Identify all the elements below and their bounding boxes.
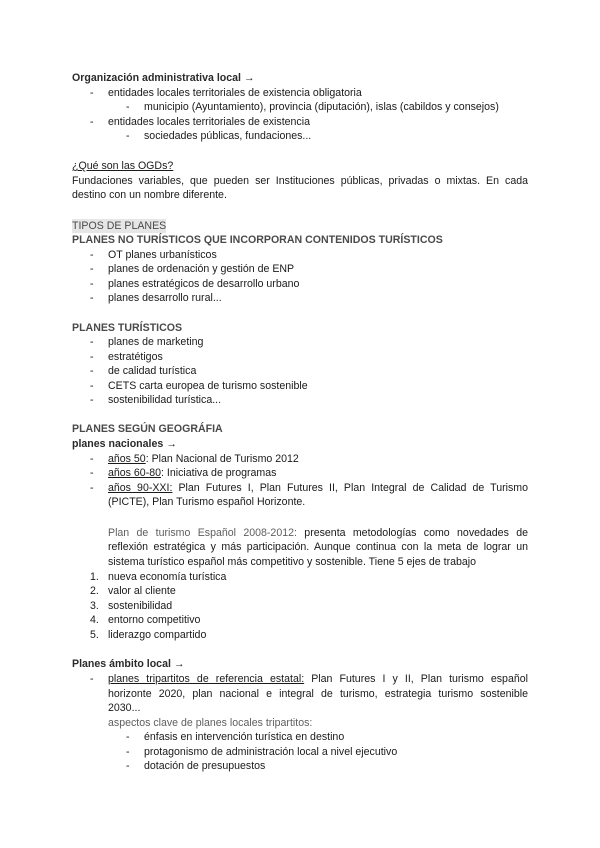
bullet: - bbox=[90, 482, 94, 494]
tripartitos-line-2: horizonte 2020, plan nacional e integral de turismo, estrategia turismo sostenible bbox=[108, 688, 528, 700]
period-text: Plan Futures I, Plan Futures II, Plan Integral de Calidad de Turismo bbox=[178, 482, 529, 494]
bullet: - bbox=[90, 380, 94, 392]
list-item bbox=[108, 481, 528, 495]
list-item bbox=[108, 452, 299, 466]
tripartitos-line-3: 2030... bbox=[108, 702, 141, 714]
list-item: énfasis en intervención turística en destino bbox=[144, 731, 345, 743]
list-item: sostenibilidad bbox=[108, 600, 173, 612]
bullet: - bbox=[90, 292, 94, 304]
bullet: - bbox=[126, 746, 130, 758]
bullet: - bbox=[90, 453, 94, 465]
list-item: planes desarrollo rural... bbox=[108, 292, 222, 304]
list-number: 1. bbox=[90, 571, 99, 583]
bullet: - bbox=[90, 467, 94, 479]
list-number: 5. bbox=[90, 629, 99, 641]
bullet: - bbox=[126, 130, 130, 142]
org-title: Organización administrativa local → bbox=[72, 72, 255, 84]
list-item: estratétigos bbox=[108, 351, 163, 363]
list-item: de calidad turística bbox=[108, 365, 197, 377]
bullet: - bbox=[90, 351, 94, 363]
list-item: protagonismo de administración local a nivel ejecutivo bbox=[144, 746, 398, 758]
ogd-line-2: destino con un nombre diferente. bbox=[72, 189, 227, 201]
period-label: años 60-80 bbox=[108, 467, 162, 479]
plan-desc: presenta metodologías como novedades de bbox=[304, 527, 528, 539]
plan-paragraph-line-3: sistema turístico español más competitivo y sostenible. Tiene 5 ejes de trabajo bbox=[108, 556, 477, 568]
period-label: años 50 bbox=[108, 453, 146, 465]
period-text: : Iniciativa de programas bbox=[161, 467, 277, 479]
period-text: : Plan Nacional de Turismo 2012 bbox=[145, 453, 299, 465]
no-turisticos-title: PLANES NO TURÍSTICOS QUE INCORPORAN CONTENIDOS TURÍSTICOS bbox=[72, 234, 443, 246]
period-label: años 90-XXI: bbox=[108, 482, 173, 494]
aspectos-label: aspectos clave de planes locales tripartitos: bbox=[108, 717, 313, 729]
bullet: - bbox=[90, 87, 94, 99]
tipos-label: TIPOS DE PLANES bbox=[72, 220, 167, 232]
bullet: - bbox=[126, 731, 130, 743]
plan-paragraph-line-1 bbox=[108, 526, 528, 540]
list-item bbox=[108, 466, 276, 480]
bullet: - bbox=[126, 101, 130, 113]
bullet: - bbox=[90, 116, 94, 128]
list-item: CETS carta europea de turismo sostenible bbox=[108, 380, 308, 392]
list-item: liderazgo compartido bbox=[108, 629, 207, 641]
list-item: nueva economía turística bbox=[108, 571, 227, 583]
list-item: sostenibilidad turística... bbox=[108, 394, 222, 406]
bullet: - bbox=[90, 249, 94, 261]
ogd-line-1: Fundaciones variables, que pueden ser Instituciones públicas, privadas o mixtas. En cada bbox=[72, 175, 528, 187]
bullet: - bbox=[90, 365, 94, 377]
list-item: OT planes urbanísticos bbox=[108, 249, 217, 261]
org-subitem-1: municipio (Ayuntamiento), provincia (diputación), islas (cabildos y consejos) bbox=[144, 101, 499, 113]
bullet: - bbox=[90, 336, 94, 348]
tripartitos-label: planes tripartitos de referencia estatal: bbox=[108, 673, 305, 685]
bullet: - bbox=[126, 760, 130, 772]
list-number: 3. bbox=[90, 600, 99, 612]
turisticos-title: PLANES TURÍSTICOS bbox=[72, 322, 183, 334]
org-subitem-2: sociedades públicas, fundaciones... bbox=[144, 130, 312, 142]
tripartitos-text: Plan Futures I y II, Plan turismo español bbox=[311, 673, 528, 685]
list-item-continued: (PICTE), Plan Turismo español Horizonte. bbox=[108, 496, 306, 508]
geo-title: PLANES SEGÚN GEOGRÁFIA bbox=[72, 423, 223, 435]
org-item-1: entidades locales territoriales de existencia obligatoria bbox=[108, 87, 362, 99]
bullet: - bbox=[90, 278, 94, 290]
plan-paragraph-line-2: reflexión estratégica y más participación. Aunque continua con la meta de lograr un bbox=[108, 541, 528, 553]
list-number: 4. bbox=[90, 614, 99, 626]
list-item: planes estratégicos de desarrollo urbano bbox=[108, 278, 300, 290]
plan-name: Plan de turismo Español 2008-2012: bbox=[108, 527, 297, 539]
ogd-question: ¿Qué son las OGDs? bbox=[72, 160, 174, 172]
bullet: - bbox=[90, 394, 94, 406]
bullet: - bbox=[90, 673, 94, 685]
list-item: dotación de presupuestos bbox=[144, 760, 266, 772]
org-item-2: entidades locales territoriales de existencia bbox=[108, 116, 310, 128]
list-number: 2. bbox=[90, 585, 99, 597]
tripartitos-line-1 bbox=[108, 672, 528, 686]
bullet: - bbox=[90, 263, 94, 275]
local-title: Planes ámbito local → bbox=[72, 658, 185, 670]
list-item: planes de ordenación y gestión de ENP bbox=[108, 263, 295, 275]
list-item: entorno competitivo bbox=[108, 614, 201, 626]
list-item: planes de marketing bbox=[108, 336, 204, 348]
nacionales-title: planes nacionales → bbox=[72, 438, 177, 450]
list-item: valor al cliente bbox=[108, 585, 176, 597]
